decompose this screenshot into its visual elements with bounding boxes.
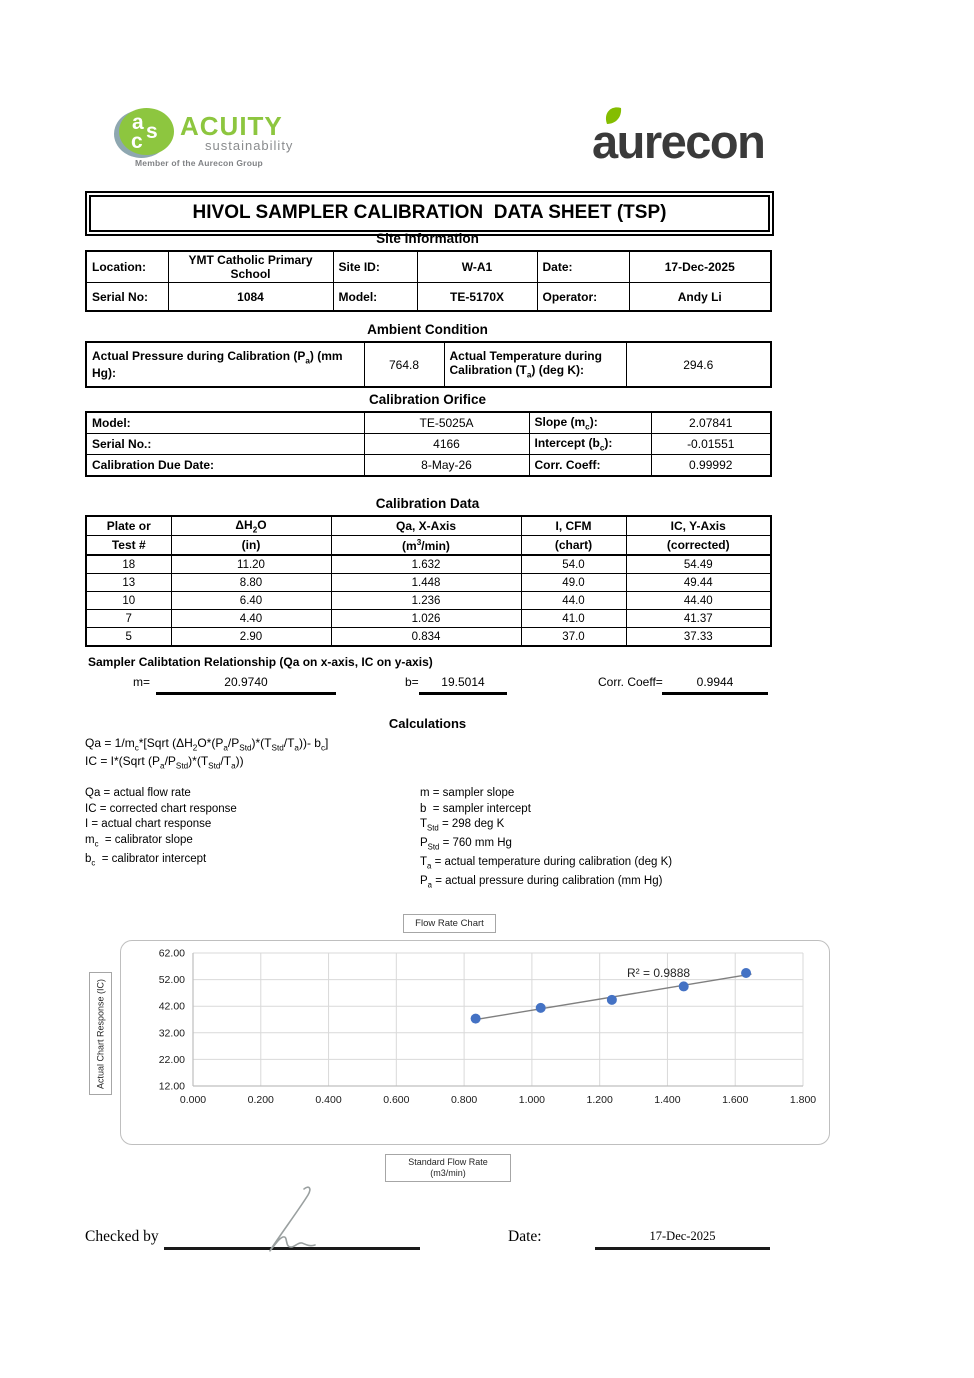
- field-value: TE-5025A: [364, 412, 529, 434]
- svg-text:0.800: 0.800: [450, 1094, 478, 1106]
- definition-line: $P_{Std} = 760$ mm Hg: [420, 837, 512, 852]
- field-label: Site ID:: [333, 251, 417, 283]
- definition-line: IC = corrected chart response: [85, 802, 237, 815]
- m-label: m=: [133, 675, 151, 689]
- field-value: TE-5170X: [417, 283, 537, 312]
- acuity-monogram-a: a: [132, 111, 144, 134]
- site-information-table: [85, 250, 772, 312]
- definition-line: $P_a$ = actual pressure during calibration (mm Hg): [420, 874, 663, 890]
- svg-text:0.000: 0.000: [179, 1094, 207, 1106]
- date-underline: [595, 1247, 770, 1250]
- field-label: Model:: [86, 412, 364, 434]
- svg-text:0.600: 0.600: [383, 1094, 410, 1106]
- definition-line: $T_{Std} = 298$ deg K: [420, 818, 505, 833]
- b-value: 19.5014: [441, 675, 485, 689]
- date-value: 17-Dec-2025: [649, 1229, 716, 1243]
- field-label: Intercept $(b_c)$:: [529, 434, 651, 455]
- table-cell: 0.834: [331, 628, 521, 647]
- field-label: Serial No.:: [86, 434, 364, 455]
- definition-line: b = sampler intercept: [420, 802, 531, 815]
- column-header: Plate or: [86, 516, 171, 536]
- table-cell: 49.44: [626, 574, 771, 592]
- title-box: [85, 191, 774, 236]
- signature: [240, 1180, 330, 1255]
- column-header-units: (corrected): [626, 536, 771, 556]
- field-value: 0.99992: [651, 455, 771, 477]
- calibration-data-heading: Calibration Data: [375, 496, 480, 511]
- table-cell: 11.20: [171, 555, 331, 574]
- column-header-units: Test #: [86, 536, 171, 556]
- table-cell: 1.026: [331, 610, 521, 628]
- table-cell: 18: [86, 555, 171, 574]
- field-value: Andy Li: [629, 283, 771, 312]
- field-value: W-A1: [417, 251, 537, 283]
- definition-line: $T_a$ = actual temperature during calibration (deg K): [420, 855, 673, 871]
- definition-line: $m_c$ = calibrator slope: [85, 833, 193, 849]
- m-underline: [156, 692, 336, 695]
- table-cell: 49.0: [521, 574, 626, 592]
- corr-coeff-underline: [662, 692, 768, 695]
- table-cell: 54.49: [626, 555, 771, 574]
- definition-line: Qa = actual flow rate: [85, 787, 191, 799]
- pressure-label: Actual Pressure during Calibration $(P_a)$ (mm Hg):: [86, 342, 364, 387]
- date-label: Date:: [508, 1228, 542, 1245]
- table-cell: 5: [86, 628, 171, 647]
- field-label: Model:: [333, 283, 417, 312]
- column-header-units: (chart): [521, 536, 626, 556]
- svg-text:12.00: 12.00: [158, 1080, 185, 1093]
- table-cell: 37.0: [521, 628, 626, 647]
- y-axis-label-box: [89, 972, 112, 1095]
- x-axis-label-line1: Standard Flow Rate: [408, 1157, 488, 1167]
- acuity-wordmark: ACUITY: [180, 111, 283, 141]
- acuity-monogram-s: s: [146, 120, 158, 143]
- table-cell: 2.90: [171, 628, 331, 647]
- svg-text:R² = 0.9888: R² = 0.9888: [627, 966, 691, 980]
- table-row: [86, 574, 771, 592]
- x-axis-label-line2: (m3/min): [430, 1168, 466, 1178]
- table-row: [86, 555, 771, 574]
- svg-text:1.200: 1.200: [586, 1094, 613, 1106]
- field-label: Location:: [86, 251, 168, 283]
- x-axis-label-box: [385, 1154, 511, 1182]
- definitions-right-column: [420, 786, 672, 893]
- table-cell: 37.33: [626, 628, 771, 647]
- column-header: I, CFM: [521, 516, 626, 536]
- calibration-data-table: [85, 515, 772, 647]
- column-header-units: $(m^3/\min)$: [331, 536, 521, 556]
- aurecon-wordmark: aurecon: [592, 115, 765, 168]
- field-label: Slope $(m_c)$:: [529, 412, 651, 434]
- table-cell: 4.40: [171, 610, 331, 628]
- table-cell: 54.0: [521, 555, 626, 574]
- field-label: Calibration Due Date:: [86, 455, 364, 477]
- definition-line: m = sampler slope: [420, 787, 515, 799]
- column-header: IC, Y-Axis: [626, 516, 771, 536]
- temperature-label: Actual Temperature during Calibration $(T_a)$ (deg K):: [444, 342, 626, 387]
- table-cell: 44.40: [626, 592, 771, 610]
- column-header: $\Delta H_2O$: [171, 516, 331, 536]
- svg-text:1.000: 1.000: [518, 1094, 546, 1106]
- acuity-member-text: Member of the Aurecon Group: [135, 158, 263, 168]
- field-value: 2.07841: [651, 412, 771, 434]
- column-header-units: (in): [171, 536, 331, 556]
- b-label: b=: [405, 675, 419, 689]
- flow-rate-chart: [120, 940, 831, 1146]
- svg-text:0.200: 0.200: [247, 1094, 274, 1106]
- svg-text:32.00: 32.00: [158, 1027, 185, 1040]
- acuity-monogram-c: c: [131, 130, 143, 153]
- svg-text:1.400: 1.400: [654, 1094, 681, 1106]
- y-axis-label: Actual Chart Response (IC): [95, 978, 106, 1090]
- page-title: HIVOL SAMPLER CALIBRATION DATA SHEET (TSP): [89, 195, 770, 232]
- table-cell: 8.80: [171, 574, 331, 592]
- pressure-value: 764.8: [364, 342, 444, 387]
- table-cell: 1.448: [331, 574, 521, 592]
- table-row: [86, 610, 771, 628]
- svg-text:1.600: 1.600: [722, 1094, 749, 1106]
- acuity-tagline: sustainability: [205, 138, 294, 153]
- svg-text:52.00: 52.00: [158, 974, 185, 987]
- ambient-condition-table: [85, 341, 772, 388]
- table-cell: 41.0: [521, 610, 626, 628]
- calibration-orifice-heading: Calibration Orifice: [368, 392, 487, 407]
- table-cell: 44.0: [521, 592, 626, 610]
- field-value: YMT Catholic Primary School: [168, 251, 333, 283]
- m-value: 20.9740: [224, 675, 268, 689]
- svg-text:62.00: 62.00: [158, 947, 185, 960]
- chart-title-box: Flow Rate Chart: [403, 914, 496, 933]
- table-row: [86, 628, 771, 647]
- svg-text:0.400: 0.400: [315, 1094, 342, 1106]
- calibration-orifice-table: [85, 411, 772, 477]
- definition-line: I = actual chart response: [85, 818, 212, 831]
- field-label: Corr. Coeff:: [529, 455, 651, 477]
- field-value: 4166: [364, 434, 529, 455]
- corr-coeff-label: Corr. Coeff=: [598, 675, 663, 689]
- field-value: 1084: [168, 283, 333, 312]
- svg-text:1.800: 1.800: [789, 1094, 817, 1106]
- svg-text:42.00: 42.00: [158, 1000, 185, 1013]
- site-information-heading: Site Information: [376, 231, 479, 246]
- field-value: 17-Dec-2025: [629, 251, 771, 283]
- temperature-value: 294.6: [626, 342, 771, 387]
- field-label: Date:: [537, 251, 629, 283]
- acuity-logo-mark: [119, 108, 174, 155]
- definition-line: $b_c$ = calibrator intercept: [85, 852, 207, 867]
- sampler-relationship-heading: Sampler Calibtation Relationship (Qa on x-axis, IC on y-axis): [88, 655, 433, 669]
- formula-qa: $Qa = 1/m_c*[Sqrt$ $(\Delta H_2O*(P_a/P_{Std})*(T_{Std}/T_a))-$ $b_c$]: [85, 736, 329, 753]
- table-cell: 41.37: [626, 610, 771, 628]
- field-value: 8-May-26: [364, 455, 529, 477]
- table-row: [86, 592, 771, 610]
- field-label: Operator:: [537, 283, 629, 312]
- svg-text:22.00: 22.00: [158, 1053, 185, 1066]
- table-cell: 13: [86, 574, 171, 592]
- table-cell: 7: [86, 610, 171, 628]
- table-cell: 10: [86, 592, 171, 610]
- corr-coeff-value: 0.9944: [696, 675, 734, 689]
- aurecon-logo: [590, 106, 775, 168]
- formula-ic: IC = I*(Sqrt $(P_a/P_{Std})*(T_{Std}/T_a)$): [85, 754, 244, 771]
- checked-by-label: Checked by: [85, 1228, 159, 1245]
- field-value: -0.01551: [651, 434, 771, 455]
- acuity-logo: [113, 106, 413, 176]
- field-label: Serial No:: [86, 283, 168, 312]
- table-cell: 6.40: [171, 592, 331, 610]
- table-cell: 1.632: [331, 555, 521, 574]
- column-header: Qa, X-Axis: [331, 516, 521, 536]
- table-cell: 1.236: [331, 592, 521, 610]
- ambient-condition-heading: Ambient Condition: [367, 322, 488, 337]
- calculations-heading: Calculations: [388, 716, 467, 731]
- b-underline: [419, 692, 507, 695]
- definitions-left-column: [85, 786, 237, 871]
